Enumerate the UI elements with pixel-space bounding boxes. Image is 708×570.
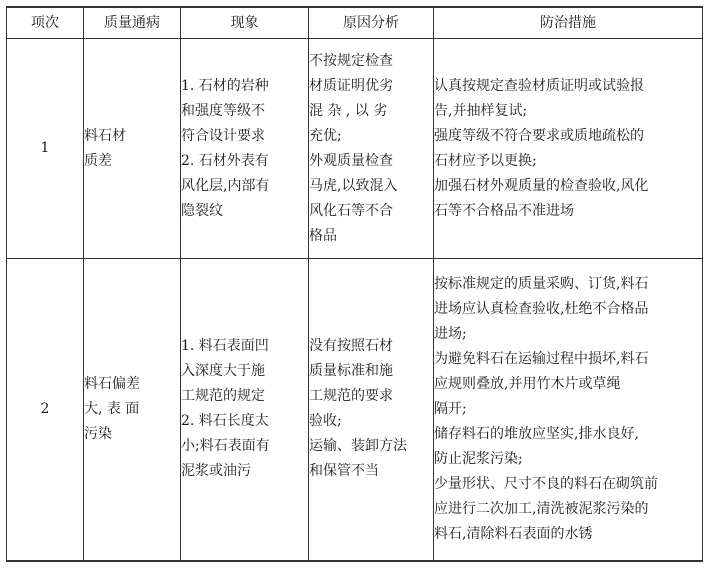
- text-line: 加强石材外观质量的检查验收,风化: [434, 177, 649, 194]
- header-cause: 原因分析: [309, 7, 434, 39]
- text-line: 石等不合格品不准进场: [434, 202, 574, 219]
- text-line: 进场应认真检查验收,杜绝不合格品: [434, 300, 649, 317]
- cause-cell: [309, 258, 434, 561]
- text-line: 防止泥浆污染;: [434, 450, 523, 467]
- header-phenomenon: 现象: [181, 7, 309, 39]
- text-line: 料石,清除料石表面的水锈: [434, 525, 593, 542]
- text-line: 按标准规定的质量采购、订货,料石: [434, 275, 649, 292]
- text-line: 质量标准和施: [309, 363, 393, 380]
- text-line: 强度等级不符合要求或质地疏松的: [434, 127, 644, 144]
- text-line: 不按规定检查: [309, 52, 393, 69]
- text-line: 小;料石表面有: [181, 438, 270, 455]
- table-row: [7, 258, 703, 561]
- text-line: 和保管不当: [309, 463, 379, 480]
- text-line: 运输、装卸方法: [309, 438, 407, 455]
- table-row: [7, 39, 703, 259]
- text-line: 符合设计要求: [181, 127, 265, 144]
- text-line: 风化石等不合: [309, 202, 393, 219]
- text-line: 泥浆或油污: [181, 463, 251, 480]
- text-line: 少量形状、尺寸不良的料石在砌筑前: [434, 475, 658, 492]
- text-line: 马虎,以致混入: [309, 177, 398, 194]
- measures-cell: [434, 258, 703, 561]
- issue-cell: [84, 258, 181, 561]
- text-line: 告,并抽样复试;: [434, 102, 528, 119]
- text-line: 料石偏差: [84, 375, 140, 392]
- text-line: 为避免料石在运输过程中损坏,料石: [434, 350, 649, 367]
- quality-defects-table: [6, 6, 703, 562]
- cause-cell: [309, 39, 434, 259]
- issue-cell: [84, 39, 181, 259]
- text-line: 应规则叠放,并用竹木片或草绳: [434, 375, 621, 392]
- text-line: 质差: [84, 152, 112, 169]
- text-line: 材质证明优劣: [309, 77, 393, 94]
- header-no: 项次: [7, 7, 84, 39]
- measures-cell: [434, 39, 703, 259]
- text-line: 2. 石材外表有: [181, 152, 269, 169]
- text-line: 2. 料石长度太: [181, 413, 269, 430]
- text-line: 混 杂 , 以 劣: [309, 102, 388, 119]
- header-measures: 防治措施: [434, 7, 703, 39]
- phenomenon-cell: [181, 39, 309, 259]
- text-line: 风化层,内部有: [181, 177, 270, 194]
- text-line: 工规范的规定: [181, 388, 265, 405]
- text-line: 应进行二次加工,清洗被泥浆污染的: [434, 500, 649, 517]
- text-line: 充优;: [309, 127, 342, 144]
- text-line: 进场;: [434, 325, 467, 342]
- row-number: 2: [7, 258, 84, 561]
- text-line: 验收;: [309, 413, 342, 430]
- text-line: 大, 表 面: [84, 400, 140, 417]
- text-line: 储存料石的堆放应坚实,排水良好,: [434, 425, 639, 442]
- phenomenon-cell: [181, 258, 309, 561]
- header-issue: 质量通病: [84, 7, 181, 39]
- text-line: 隐裂纹: [181, 202, 223, 219]
- text-line: 污染: [84, 425, 112, 442]
- text-line: 石材应予以更换;: [434, 152, 537, 169]
- text-line: 料石材: [84, 127, 126, 144]
- row-number: 1: [7, 39, 84, 259]
- text-line: 格品: [309, 227, 337, 244]
- header-row: [7, 7, 703, 39]
- text-line: 1. 料石表面凹: [181, 338, 269, 355]
- text-line: 1. 石材的岩种: [181, 77, 269, 94]
- text-line: 没有按照石材: [309, 338, 393, 355]
- text-line: 工规范的要求: [309, 388, 393, 405]
- text-line: 和强度等级不: [181, 102, 265, 119]
- text-line: 隔开;: [434, 400, 467, 417]
- text-line: 外观质量检查: [309, 152, 393, 169]
- text-line: 认真按规定查验材质证明或试验报: [434, 77, 644, 94]
- text-line: 入深度大于施: [181, 363, 265, 380]
